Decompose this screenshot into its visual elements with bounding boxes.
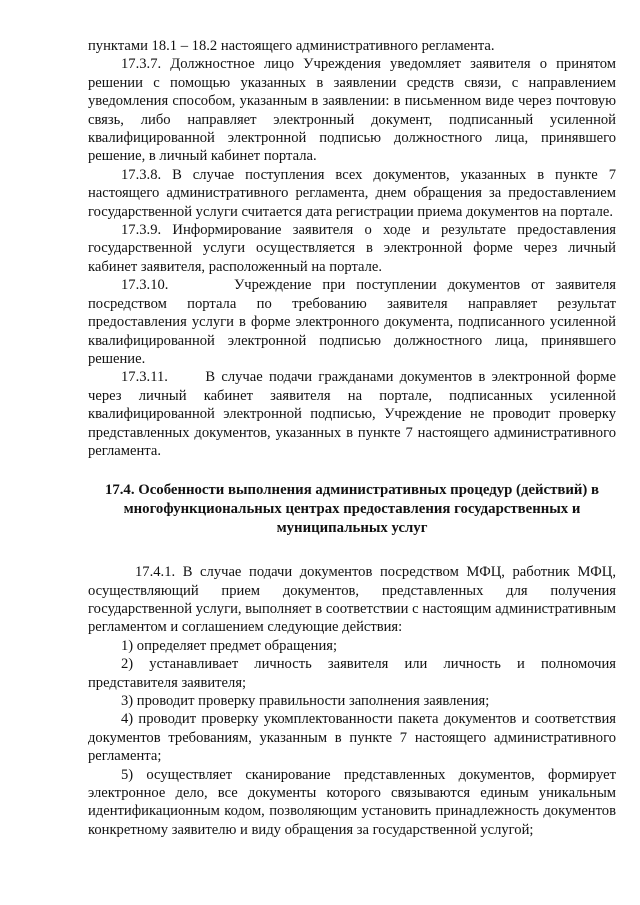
paragraph-17-4-1: 17.4.1. В случае подачи документов посредством МФЦ, работник МФЦ, осуществляющий прием документов, представленных для получения государственной услуги, выполняет в соответствии с настоящим административным регламентом и соглашением следующие действия: xyxy=(88,564,616,636)
list-item: 2) устанавливает личность заявителя или личность и полномочия представителя заявителя; xyxy=(88,656,616,691)
paragraph-continuation: пунктами 18.1 – 18.2 настоящего административного регламента. xyxy=(88,38,495,54)
list-item: 3) проводит проверку правильности заполнения заявления; xyxy=(121,692,490,709)
paragraph-17-3-7: 17.3.7. Должностное лицо Учреждения уведомляет заявителя о принятом решении с помощью указанных в заявлении средств связи, с направлением уведомления способом, указанным в заявлении: в письменном виде через почтовую связь, либо направляет электронный документ, подписанный усиленной квалифицированной электронной подписью должностного лица, принявшего решение, в личный кабинет портала. xyxy=(88,56,616,165)
list-item: 4) проводит проверку укомплектованности пакета документов и соответствия документов требованиям, указанным в пункте 7 настоящего административного регламента; xyxy=(88,711,616,765)
document-page xyxy=(88,37,620,839)
paragraph-17-3-9: 17.3.9. Информирование заявителя о ходе и результате предоставления государственной услуги осуществляется в электронной форме через личный кабинет заявителя, расположенный на портале. xyxy=(88,222,616,275)
section-heading-17-4: 17.4. Особенности выполнения административных процедур (действий) в многофункциональных центрах предоставления государственных и муниципальных услуг xyxy=(104,482,600,536)
paragraph-17-3-10: 17.3.10. Учреждение при поступлении документов от заявителя посредством портала по требованию заявителя направляет результат предоставления услуги в форме электронного документа, подписанного усиленной квалифицированной электронной подписью должностного лица, принявшего решение. xyxy=(88,277,620,367)
paragraph-17-3-11: 17.3.11. В случае подачи гражданами документов в электронной форме через личный кабинет заявителя на портале, подписанных усиленной квалифицированной электронной подписью, Учреждение не проводит проверку представленных документов, указанных в пункте 7 настоящего административного регламента. xyxy=(88,369,620,459)
paragraph-17-3-8: 17.3.8. В случае поступления всех документов, указанных в пункте 7 настоящего административного регламента, днем обращения за предоставлением государственной услуги считается дата регистрации приема документов на портале. xyxy=(88,166,616,220)
list-item: 1) определяет предмет обращения; xyxy=(121,637,338,654)
list-item: 5) осуществляет сканирование представленных документов, формирует электронное дело, все документы которого связываются единым уникальным идентификационным кодом, позволяющим установить принадлежность документов конкретному заявителю и виду обращения за государственной услугой; xyxy=(88,766,616,838)
